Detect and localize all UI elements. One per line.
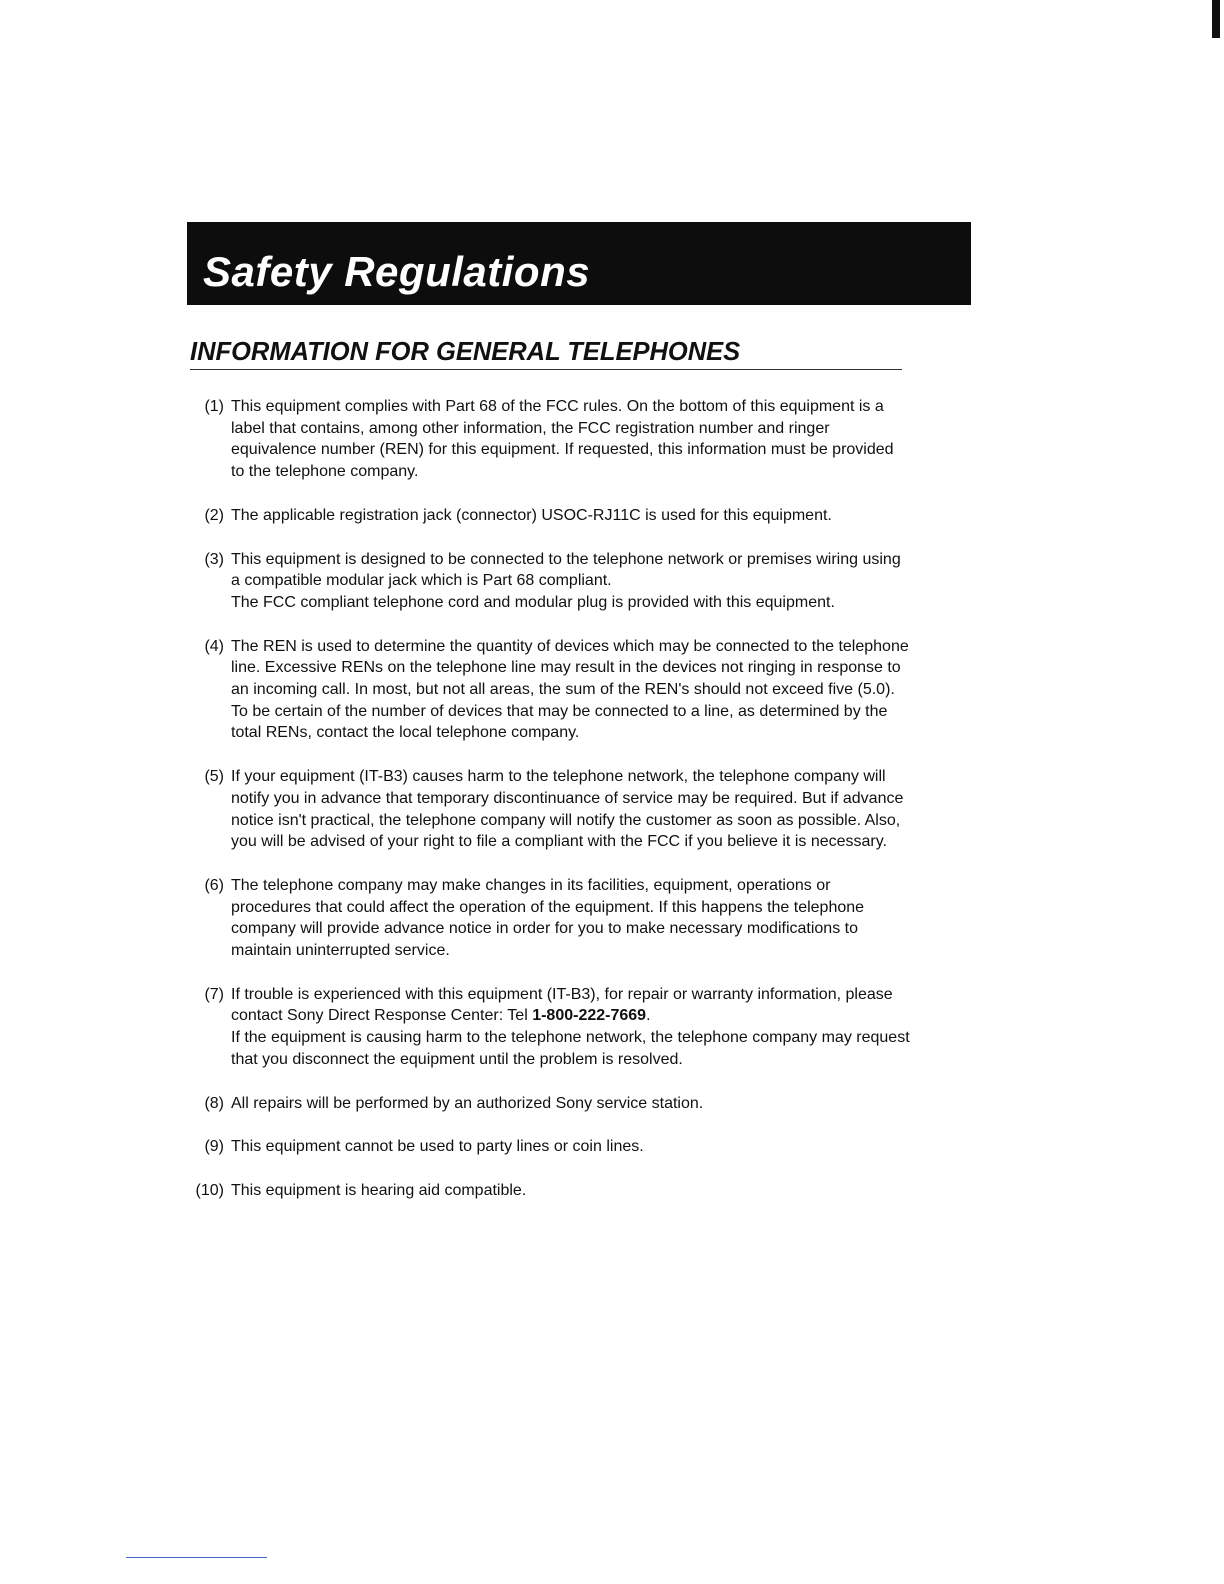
list-item-4: [190, 636, 910, 745]
item-number: (4): [204, 637, 224, 655]
list-item-3: [190, 549, 910, 614]
item-number: (9): [204, 1138, 224, 1156]
item-number: (3): [204, 550, 224, 568]
footer-rule: [126, 1557, 267, 1558]
item-text: All repairs will be performed by an authorized Sony service station.: [231, 1094, 704, 1112]
item-number: (8): [204, 1094, 224, 1112]
item-text: This equipment complies with Part 68 of the FCC rules. On the bottom of this equipment is a label that contains, among other information, the FCC registration number and ringer equivalence number (REN) for this equipment. If requested, this information must be provided to the telephone company.: [231, 398, 894, 481]
item-number: (10): [195, 1181, 224, 1199]
list-item-1: [190, 396, 910, 483]
page-title: Safety Regulations: [203, 248, 591, 295]
item-number: (7): [204, 985, 224, 1003]
list-item-7: [190, 984, 910, 1071]
section-heading: [190, 338, 902, 370]
item-number: (5): [204, 768, 224, 786]
item-text: The FCC compliant telephone cord and modular plug is provided with this equipment.: [231, 593, 835, 611]
phone-number: 1-800-222-7669: [532, 1007, 647, 1025]
list-item-8: [190, 1093, 910, 1115]
item-text: This equipment is designed to be connected to the telephone network or premises wiring using a compatible modular jack which is Part 68 compliant.: [231, 550, 901, 590]
item-text: This equipment is hearing aid compatible.: [231, 1181, 527, 1199]
list-item-5: [190, 766, 910, 853]
item-text: The telephone company may make changes in its facilities, equipment, operations or procedures that could affect the operation of the equipment. If this happens the telephone company will provide advance notice in order for you to make necessary modifications to maintain uninterrupted service.: [231, 876, 865, 960]
item-number: (1): [204, 398, 224, 415]
list-item-2: [190, 505, 910, 527]
title-banner: [187, 222, 971, 305]
list-item-6: [190, 875, 910, 962]
item-number: (2): [204, 506, 224, 524]
item-text-part: If trouble is experienced with this equipment (IT-B3), for repair or warranty information, please contact Sony Direct Response Center: Tel: [231, 985, 893, 1025]
item-number: (6): [204, 876, 224, 894]
item-text: If the equipment is causing harm to the telephone network, the telephone company may request that you disconnect the equipment until the problem is resolved.: [231, 1029, 910, 1068]
list-item-10: [190, 1180, 910, 1202]
item-text: [231, 984, 910, 1027]
item-text: The REN is used to determine the quantity of devices which may be connected to the telephone line. Excessive RENs on the telephone line may result in the devices not ringing in response to an incoming call. In most, but not all areas, the sum of the REN's should not exceed five (5.0). To be certain of the number of devices that may be connected to a line, as determined by the total RENs, contact the local telephone company.: [231, 637, 909, 742]
item-text: The applicable registration jack (connector) USOC-RJ11C is used for this equipment.: [231, 506, 832, 524]
item-text-part: .: [646, 1007, 651, 1025]
item-text: This equipment cannot be used to party lines or coin lines.: [231, 1138, 644, 1156]
section-title: INFORMATION FOR GENERAL TELEPHONES: [190, 338, 741, 366]
regulations-list: [190, 396, 910, 1224]
item-text: If your equipment (IT-B3) causes harm to the telephone network, the telephone company will notify you in advance that temporary discontinuance of service may be required. But if advance notice isn't practical, the telephone company will notify the customer as soon as possible. Also, you will be advised of your right to file a compliant with the FCC if you believe it is necessary.: [231, 768, 904, 851]
list-item-9: [190, 1136, 910, 1158]
edge-registration-mark: [1212, 0, 1220, 38]
